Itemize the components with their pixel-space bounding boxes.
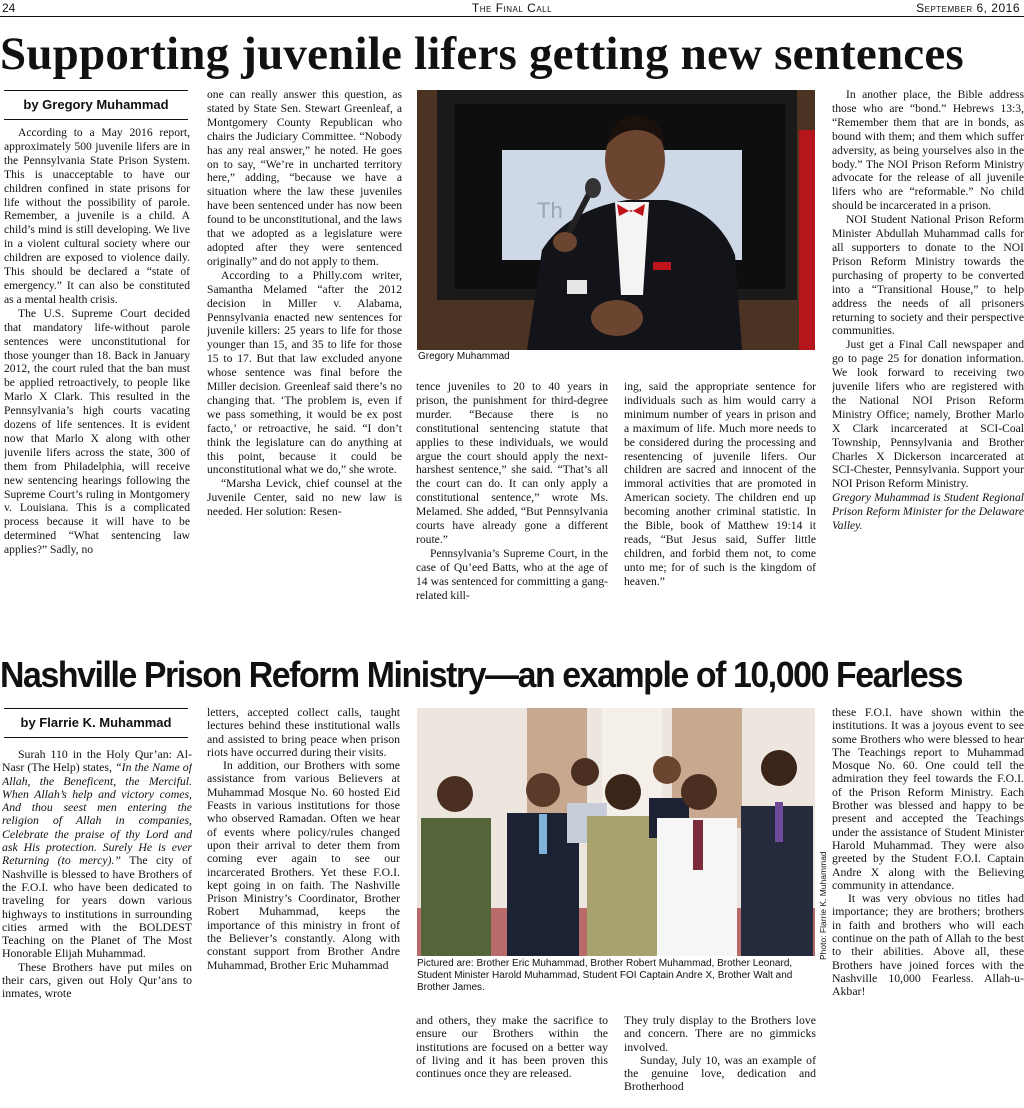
paragraph: These Brothers have put miles on their cars, given out Holy Qur’ans to inmates, wrote [2,959,192,1001]
page-number: 24 [2,1,16,15]
paragraph: According to a May 2016 report, approximately 500 juvenile lifers are in the Pennsylvania State Prison System. This is unacceptable to have our children confined in state prisons for life without the possibility of parole. Remember, a juvenile is a child. A child’s mind is still developing. We live in a violent cultural society where our children are exposed to violence daily. This should be declared a “state of emergency.” It can also be constituted as a mental health crisis. [4,126,190,306]
paragraph: In another place, the Bible address those who are “bond.” Hebrews 13:3, “Remember them that are in bonds, as bound with them; and them which suffer adversity, as being yourselves also in the body.” The NOI Prison Reform Ministry advocate for the release of all juvenile lifers who are “reformable.” No child should be incarcerated in a prison. [832,88,1024,213]
paragraph: these F.O.I. have shown within the institutions. It was a joyous event to see some Brothers who were blessed to hear The Teachings report to Muhammad Mosque No. 60. One could tell the admiration they feel towards the F.O.I. of the Prison Reform Ministry. Each Brother was blessed and happy to be present and accepted the Teachings under the assistance of Student Minister Harold Muhammad. They were also greeted by the Student F.O.I. Captain Andre X along with the Believing community in attendance. [832,706,1024,892]
article2-column-3 [416,1014,608,1108]
article2-photo-caption: Pictured are: Brother Eric Muhammad, Brother Robert Muhammad, Brother Leonard, Student Minister Harold Muhammad, Student FOI Captain Andre X, Brother Walt and Brother James. [417,958,793,993]
author-tagline: Gregory Muhammad is Student Regional Prison Reform Minister for the Delaware Valley. [832,491,1024,533]
article2-photo [417,708,815,956]
surah-intro: Surah 110 in the Holy Qur’an: Al-Nasr (The Help) states, [2,748,192,775]
article1-byline: by Gregory Muhammad [4,90,188,120]
paragraph: ing, said the appropriate sentence for individuals such as him would carry a minimum number of years in prison and a maximum of life. Much more needs to be considered during the processing and resentencing of juvenile lifers. Our children are sacred and innocent of the immoral activities that are promoted in American society. The children end up becoming another criminal statistic. In the Bible, book of Matthew 19:14 it reads, “But Jesus said, Suffer little children, and forbid them not, to come unto me; for of such is the kingdom of heaven.” [624,380,816,588]
article1-column-5 [832,88,1024,646]
article1-photo-caption: Gregory Muhammad [418,351,510,362]
article2-column-1 [2,748,192,1108]
screen-text: Th [537,198,563,223]
article2-headline: Nashville Prison Reform Ministry—an example of 10,000 Fearless [0,654,963,695]
speaker-illustration [417,90,815,350]
article1-photo [417,90,815,350]
article1-headline: Supporting juvenile lifers getting new sentences [0,28,964,80]
paragraph [2,748,192,961]
article2-column-4 [624,1014,816,1108]
paragraph: tence juveniles to 20 to 40 years in prison, the punishment for third-degree murder. “Because there is no constitutional sentencing statute that applies to these individuals, we would argue the court should apply the next-harshest sentence,” she said. “That’s all the court can do. It can only apply a constitutional sentence,” wrote Ms. Melamed. She added, “But Pennsylvania courts have already gone a different route.” [416,380,608,546]
article1-column-3 [416,380,608,646]
article1-column-1 [4,126,190,646]
surah-quote: “In the Name of Allah, the Beneficent, the Merciful. When Allah’s help and victory comes, And thou seest men entering the religion of Allah in companies, Celebrate the praise of thy Lord and ask His protection. Surely He is ever Returning (to mercy).” [2,760,192,868]
paragraph: and others, they make the sacrifice to ensure our Brothers within the institutions are focused on a better way of living and it has been proven this continues once they are released. [416,1014,608,1081]
paragraph: “Marsha Levick, chief counsel at the Juvenile Center, said no new law is needed. Her solution: Resen- [207,477,402,519]
paragraph: It was very obvious no titles had importance; they are brothers; brothers in faith and brothers who will each continue on the path of Allah to the best to their abilities. Above all, these Brothers have joined forces with the Nashville 10,000 Fearless. Allah-u-Akbar! [832,891,1024,999]
paragraph: The U.S. Supreme Court decided that mandatory life-without parole sentences were unconstitutional for those younger than 18. Back in January 2012, the court ruled that the ban must be applied retroactively, to people like Marlo X Clark. This resulted in the Pennsylvania’s high courts vacating dozens of life sentences. It is evident now that Marlo X along with other juvenile lifers across the state, 300 of them from Philadelphia, will receive new sentencing hearings following the Supreme Court’s ruling in Montgomery v. Louisiana. This is a complicated process because it will have to be determined “What sentencing law applies?” Sadly, no [4,306,190,557]
article2-column-5 [832,706,1024,1108]
article1-column-4 [624,380,816,646]
paragraph: They truly display to the Brothers love and concern. There are no gimmicks involved. [624,1014,816,1054]
paragraph: In addition, our Brothers with some assistance from various Believers at Muhammad Mosque No. 60 hosted Eid Feasts in various institutions for those who observed Ramadan. Often we hear of events where policy/rules changed upon their arrival to deter them from coming ever again to see our incarcerated Brothers. Yet these F.O.I. kept going in on faith. The Nashville Prison Ministry’s Coordinator, Brother Robert Muhammad, keeps the importance of this ministry in front of the Believer’s constantly. Along with constant support from Brother Andre Muhammad, Brother Eric Muhammad [207,758,400,972]
article2-byline: by Flarrie K. Muhammad [4,708,188,738]
paragraph: According to a Philly.com writer, Samantha Melamed “after the 2012 decision in Miller v. Alabama, Pennsylvania enacted new sentences for juvenile killers: 25 years to life for those younger than 15, and 35 to life for those 15 to 17. But that law excluded anyone whose sentence was final before the Miller decision. Greenleaf said there’s no changing that. ‘The problem is, even if we pass something, it would be ex post facto,’ or retroactive, he said. “I don’t think the legislature can do anything at this point, because it could be unconstitutional what we do,” she wrote. [207,268,402,477]
paragraph: letters, accepted collect calls, taught lectures behind these institutional walls and assisted to bring peace when prison riots have occurred during their visits. [207,706,400,759]
paragraph: Sunday, July 10, was an example of the genuine love, dedication and Brotherhood [624,1052,816,1094]
paragraph-continuation: The city of Nashville is blessed to have Brothers of the F.O.I. who have been dedicated to traveling for years down various highways to institutions in surrounding cities armed with the BOLDEST Teaching on the Planet of The Most Honorable Elijah Muhammad. [2,853,192,961]
paragraph: one can really answer this question, as stated by State Sen. Stewart Greenleaf, a Montgomery County Republican who chairs the Judiciary Committee. “Nobody has any real answer,” he noted. He goes on to say, “We’re in uncharted territory here,” adding, “because we have a situation where the law these juveniles have been sentenced under has now been found to be unconstitutional, and the laws that we adopted as a legislature were adopted after they were sentenced originally” and do not apply to them. [207,88,402,268]
issue-date: September 6, 2016 [916,1,1020,15]
paragraph: Just get a Final Call newspaper and go to page 25 for donation information. We look forward to receiving two juvenile lifers who are registered with the National NOI Prison Reform Ministry Office; namely, Brother Marlo X Clark incarcerated at SCI-Coal Township, Pennsylvania and Brother Charles X Dickerson incarcerated at SCI-Chester, Pennsylvania. Support your NOI Prison Reform Ministry. [832,338,1024,491]
paragraph: NOI Student National Prison Reform Minister Abdullah Muhammad calls for all supporters to donate to the NOI Prison Reform Ministry towards the purchasing of property to be converted into a “Transitional House,” to help address the needs of all prisoners returning to society and their perspective communities. [832,213,1024,338]
article2-photo-credit: Photo: Flarrie K. Muhammad [818,851,828,960]
publication-name: The Final Call [471,1,553,15]
group-illustration [417,708,815,956]
article1-column-2 [207,88,402,646]
header-rule [0,16,1024,17]
paragraph: Pennsylvania’s Supreme Court, in the case of Qu’eed Batts, who at the age of 14 was sentenced for committing a gang-related kill- [416,546,608,602]
article2-column-2 [207,706,400,1108]
